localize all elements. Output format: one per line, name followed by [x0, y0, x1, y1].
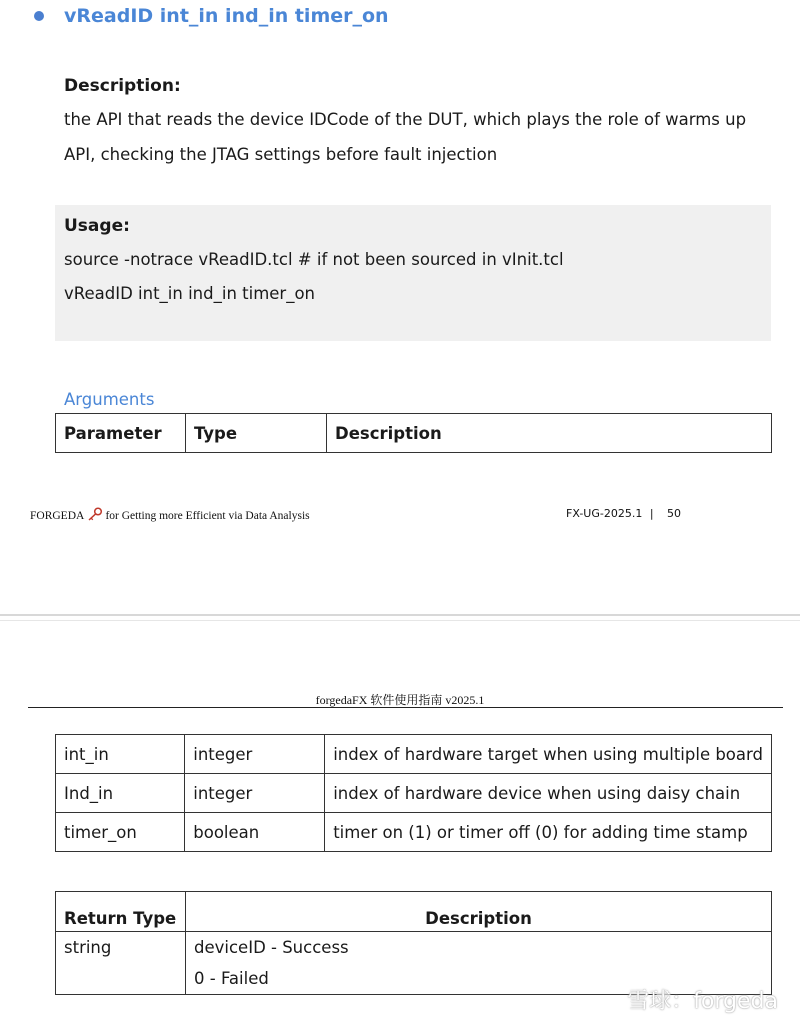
page-header: forgedaFX 软件使用指南 v2025.1 [315, 693, 485, 707]
usage-line-2: vReadID int_in ind_in timer_on [64, 284, 316, 303]
usage-box [55, 205, 771, 341]
page-break-line [0, 614, 800, 616]
type-cell: boolean [185, 813, 325, 852]
table-row [56, 774, 772, 813]
section-title: vReadID int_in ind_in timer_on [64, 5, 389, 27]
return-failed-line: 0 - Failed [194, 969, 269, 988]
arguments-title: Arguments [64, 390, 155, 409]
table-row [56, 813, 772, 852]
description-label: Description: [64, 76, 181, 96]
key-icon [87, 507, 103, 521]
footer-right [566, 507, 681, 520]
usage-label: Usage: [64, 216, 130, 236]
param-cell: Ind_in [56, 774, 185, 813]
footer-tagline: for Getting more Efficient via Data Analysis [105, 510, 310, 522]
table-header-row [56, 414, 772, 453]
header-parameter: Parameter [56, 414, 186, 453]
description-cell: timer on (1) or timer off (0) for adding time stamp [325, 813, 772, 852]
page-header-rule [28, 707, 783, 708]
arguments-header-table [55, 413, 772, 453]
description-cell: index of hardware target when using multiple board [325, 735, 772, 774]
footer-separator: | [649, 507, 654, 520]
type-cell: integer [185, 774, 325, 813]
header-description: Description [327, 414, 772, 453]
usage-line-1: source -notrace vReadID.tcl # if not been sourced in vInit.tcl [64, 250, 564, 269]
header-return-type: Return Type [56, 892, 186, 932]
description-line-2: API, checking the JTAG settings before fault injection [64, 145, 498, 164]
arguments-table [55, 734, 772, 852]
return-type-cell: string [56, 932, 186, 995]
param-cell: int_in [56, 735, 185, 774]
return-table [55, 891, 772, 995]
header-return-description: Description [186, 892, 772, 932]
watermark: 雪球：forgeda [627, 989, 778, 1014]
footer-doc-id: FX-UG-2025.1 [566, 507, 643, 520]
param-cell: timer_on [56, 813, 185, 852]
table-row [56, 735, 772, 774]
table-header-row [56, 892, 772, 932]
header-type: Type [186, 414, 327, 453]
footer-brand: FORGEDA [30, 510, 84, 522]
page-break-line-2 [0, 620, 800, 621]
type-cell: integer [185, 735, 325, 774]
footer-left [30, 507, 310, 522]
footer-page-number: 50 [667, 507, 682, 520]
description-cell: index of hardware device when using daisy chain [325, 774, 772, 813]
return-success-line: deviceID - Success [194, 938, 349, 957]
description-line-1: the API that reads the device IDCode of the DUT, which plays the role of warms up [64, 110, 747, 129]
bullet-icon [34, 11, 44, 21]
